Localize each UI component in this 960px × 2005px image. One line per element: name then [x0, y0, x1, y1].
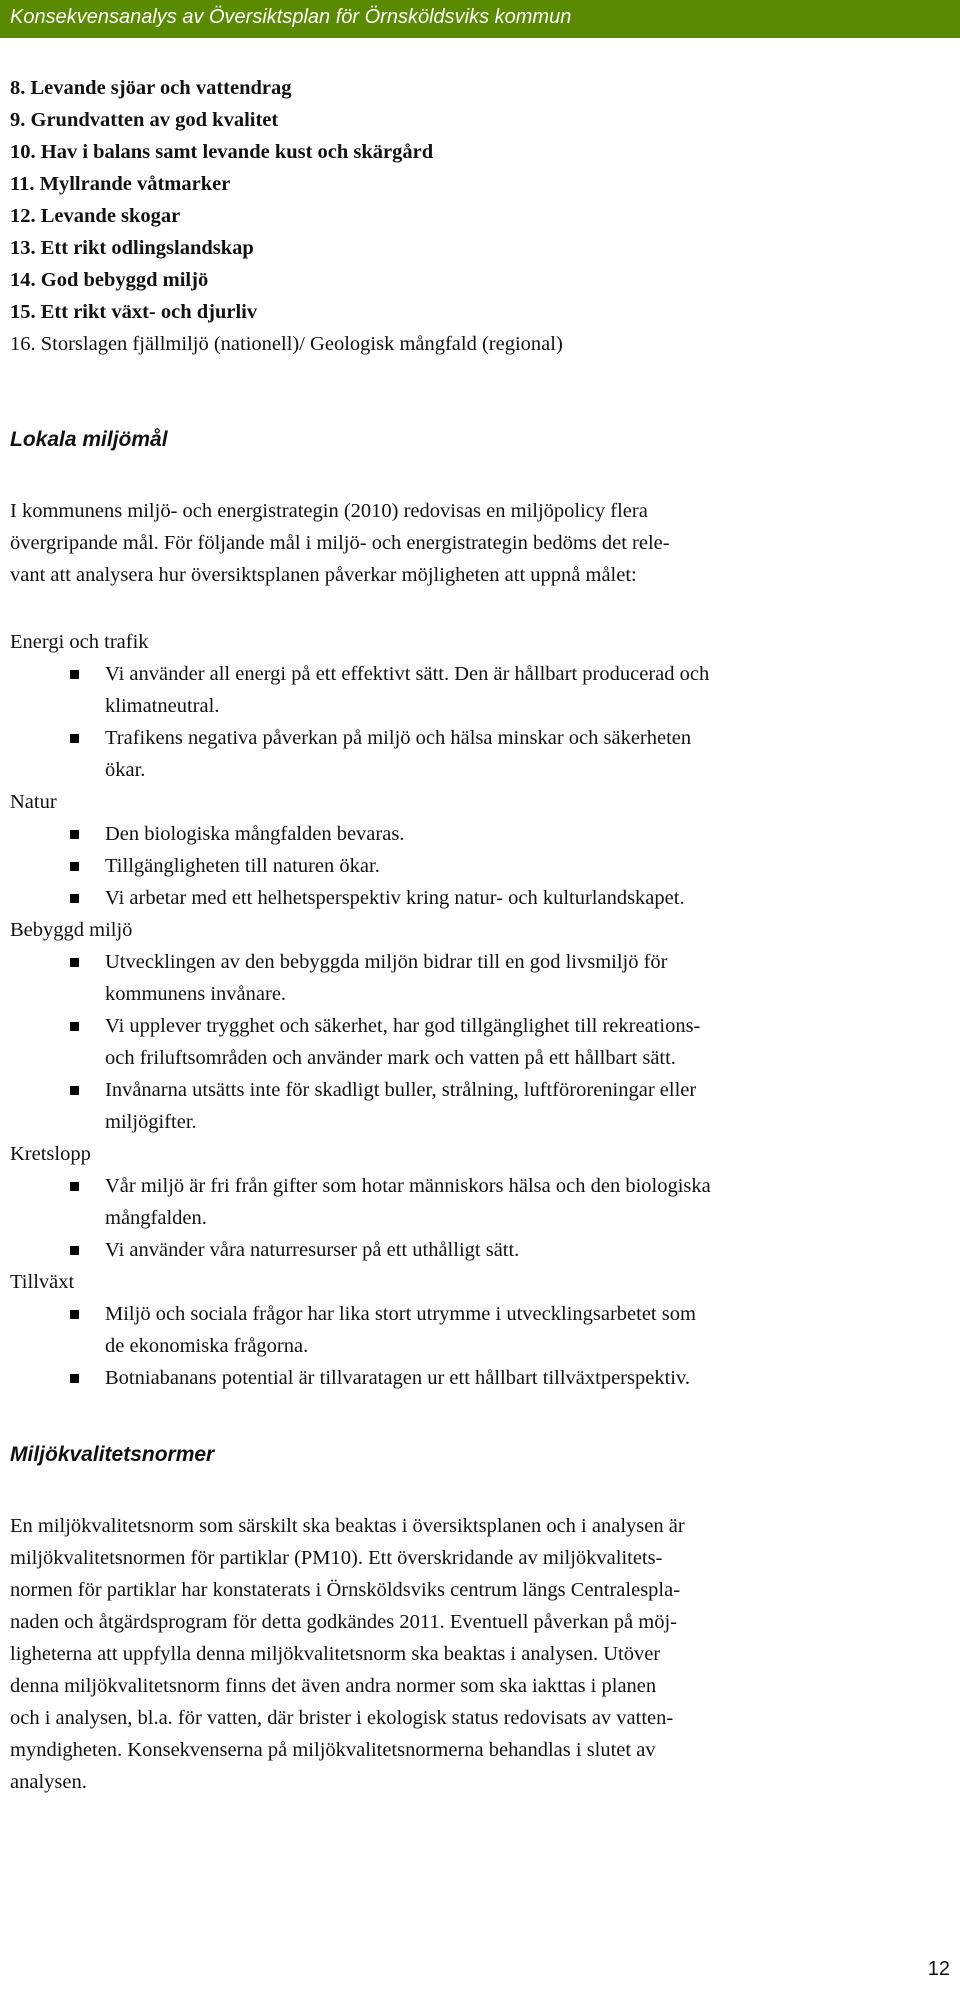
bullet-item	[10, 946, 960, 978]
bullet-square-icon	[70, 894, 79, 903]
bullet-square-icon	[70, 1246, 79, 1255]
page-header	[0, 0, 960, 38]
paragraph-line: I kommunens miljö- och energistrategin (2010) redovisas en miljöpolicy flera	[10, 500, 648, 522]
bullet-item	[10, 1074, 960, 1106]
bullet-square-icon	[70, 830, 79, 839]
goal-item: 16. Storslagen fjällmiljö (nationell)/ Geologisk mångfald (regional)	[10, 333, 563, 355]
bullet-text-continuation: klimatneutral.	[105, 695, 220, 717]
bullet-item	[10, 850, 960, 882]
bullet-text: Invånarna utsätts inte för skadligt buller, strålning, luftföroreningar eller	[105, 1079, 697, 1101]
bullet-text: Utvecklingen av den bebyggda miljön bidrar till en god livsmiljö för	[105, 951, 668, 973]
bullet-item	[10, 722, 960, 754]
goal-item: 15. Ett rikt växt- och djurliv	[10, 301, 258, 323]
paragraph-line: denna miljökvalitetsnorm finns det även andra normer som ska iakttas i planen	[10, 1675, 657, 1697]
goal-item: 12. Levande skogar	[10, 205, 181, 227]
local-goals-categories	[10, 626, 960, 1426]
bullet-text: Miljö och sociala frågor har lika stort utrymme i utvecklingsarbetet som	[105, 1303, 696, 1325]
bullet-item	[10, 1298, 960, 1330]
bullet-item	[10, 658, 960, 690]
header-title: Konsekvensanalys av Översiktsplan för Örnsköldsviks kommun	[10, 6, 572, 28]
page-number: 12	[927, 1958, 950, 1980]
bullet-text: Vi använder våra naturresurser på ett uthålligt sätt.	[105, 1239, 520, 1261]
quality-norms-heading: Miljökvalitetsnormer	[10, 1443, 215, 1466]
bullet-item	[10, 1234, 960, 1266]
bullet-text: Tillgängligheten till naturen ökar.	[105, 855, 380, 877]
bullet-text: Trafikens negativa påverkan på miljö och hälsa minskar och säkerheten	[105, 727, 692, 749]
bullet-text: Vi använder all energi på ett effektivt sätt. Den är hållbart producerad och	[105, 663, 710, 685]
paragraph-line: miljökvalitetsnormen för partiklar (PM10). Ett överskridande av miljökvalitets-	[10, 1547, 663, 1569]
bullet-text-continuation: och friluftsområden och använder mark och vatten på ett hållbart sätt.	[105, 1047, 676, 1069]
bullet-square-icon	[70, 670, 79, 679]
bullet-item	[10, 882, 960, 914]
quality-norms-paragraph	[10, 1510, 950, 1798]
paragraph-line: ligheterna att uppfylla denna miljökvalitetsnorm ska beaktas i analysen. Utöver	[10, 1643, 661, 1665]
bullet-square-icon	[70, 734, 79, 743]
paragraph-line: vant att analysera hur översiktsplanen påverkar möjligheten att uppnå målet:	[10, 564, 637, 586]
goal-item: 10. Hav i balans samt levande kust och skärgård	[10, 141, 434, 163]
bullet-text-continuation: miljögifter.	[105, 1111, 197, 1133]
local-goals-heading: Lokala miljömål	[10, 428, 168, 451]
paragraph-line: En miljökvalitetsnorm som särskilt ska beaktas i översiktsplanen och i analysen är	[10, 1515, 685, 1537]
bullet-text: Vår miljö är fri från gifter som hotar människors hälsa och den biologiska	[105, 1175, 711, 1197]
category-title: Tillväxt	[10, 1271, 75, 1293]
bullet-square-icon	[70, 1310, 79, 1319]
bullet-item	[10, 818, 960, 850]
paragraph-line: naden och åtgärdsprogram för detta godkändes 2011. Eventuell påverkan på möj-	[10, 1611, 677, 1633]
bullet-item	[10, 1170, 960, 1202]
bullet-text: Botniabanans potential är tillvaratagen ur ett hållbart tillväxtperspektiv.	[105, 1367, 691, 1389]
bullet-text-continuation: mångfalden.	[105, 1207, 207, 1229]
bullet-square-icon	[70, 958, 79, 967]
category-title: Bebyggd miljö	[10, 919, 133, 941]
goal-item: 11. Myllrande våtmarker	[10, 173, 231, 195]
paragraph-line: övergripande mål. För följande mål i miljö- och energistrategin bedöms det rele-	[10, 532, 670, 554]
paragraph-line: analysen.	[10, 1771, 87, 1793]
bullet-item	[10, 1010, 960, 1042]
bullet-square-icon	[70, 862, 79, 871]
goal-item: 9. Grundvatten av god kvalitet	[10, 109, 279, 131]
bullet-item	[10, 1362, 960, 1394]
bullet-square-icon	[70, 1022, 79, 1031]
goal-item: 8. Levande sjöar och vattendrag	[10, 77, 292, 99]
paragraph-line: och i analysen, bl.a. för vatten, där brister i ekologisk status redovisats av vatten-	[10, 1707, 674, 1729]
bullet-text-continuation: ökar.	[105, 759, 146, 781]
environmental-goals-list	[10, 72, 563, 360]
local-goals-intro	[10, 495, 950, 591]
category-title: Energi och trafik	[10, 631, 149, 653]
bullet-square-icon	[70, 1086, 79, 1095]
goal-item: 13. Ett rikt odlingslandskap	[10, 237, 254, 259]
category-title: Natur	[10, 791, 57, 813]
bullet-square-icon	[70, 1374, 79, 1383]
bullet-square-icon	[70, 1182, 79, 1191]
paragraph-line: normen för partiklar har konstaterats i Örnsköldsviks centrum längs Centralespla-	[10, 1579, 681, 1601]
bullet-text: Den biologiska mångfalden bevaras.	[105, 823, 405, 845]
goal-item: 14. God bebyggd miljö	[10, 269, 209, 291]
bullet-text-continuation: kommunens invånare.	[105, 983, 287, 1005]
bullet-text: Vi upplever trygghet och säkerhet, har god tillgänglighet till rekreations-	[105, 1015, 701, 1037]
bullet-text-continuation: de ekonomiska frågorna.	[105, 1335, 309, 1357]
paragraph-line: myndigheten. Konsekvenserna på miljökvalitetsnormerna behandlas i slutet av	[10, 1739, 656, 1761]
bullet-text: Vi arbetar med ett helhetsperspektiv kring natur- och kulturlandskapet.	[105, 887, 685, 909]
category-title: Kretslopp	[10, 1143, 91, 1165]
